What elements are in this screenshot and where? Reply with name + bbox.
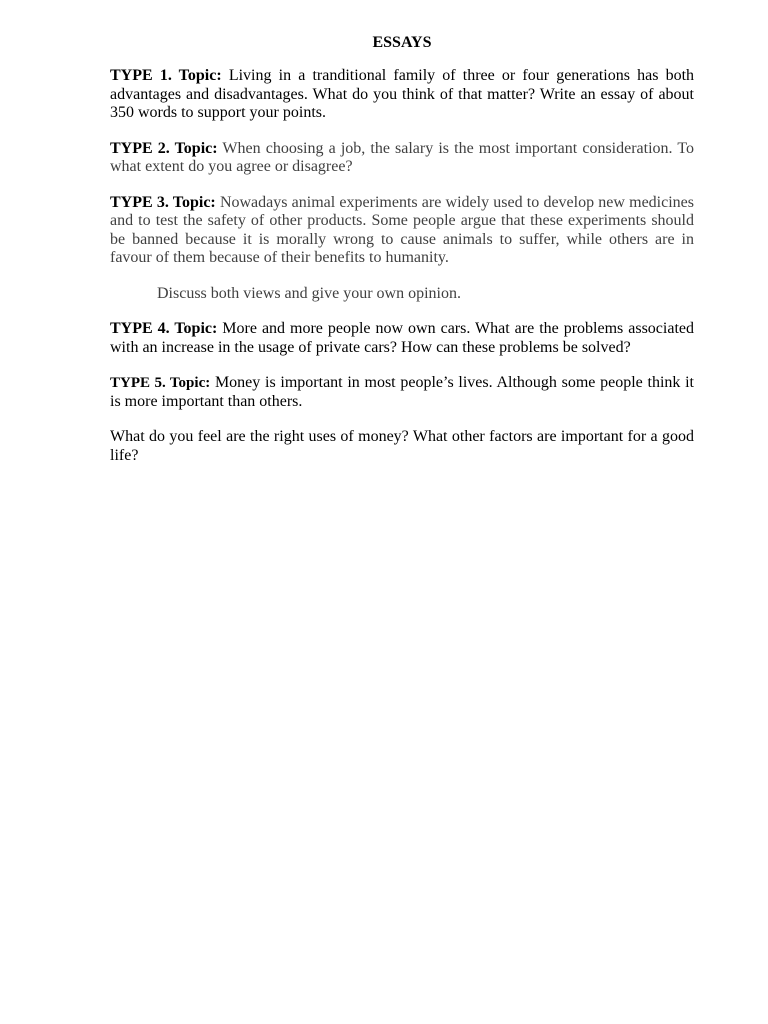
essay-type-5 bbox=[110, 374, 694, 411]
essay-type-3-label: TYPE 3. Topic: bbox=[110, 193, 216, 211]
essay-type-4-text: More and more people now own cars. What are the problems associated with an increase in the usage of private cars? How can these problems be solved? bbox=[110, 320, 694, 356]
essay-type-3-instruction: Discuss both views and give your own opinion. bbox=[157, 284, 461, 302]
document-title: ESSAYS bbox=[372, 34, 432, 51]
essay-type-3 bbox=[110, 194, 694, 268]
essay-type-1-label: TYPE 1. Topic: bbox=[110, 67, 222, 84]
essay-type-4 bbox=[110, 320, 694, 357]
essay-type-5-label: TYPE 5. Topic: bbox=[110, 375, 211, 391]
document-page bbox=[110, 33, 694, 482]
essay-type-5-text: Money is important in most people’s lives. Although some people think it is more important than others. bbox=[110, 374, 695, 410]
essay-type-2 bbox=[110, 140, 694, 177]
essay-type-1-text: Living in a tranditional family of three or four generations has both advantages and disadvantages. What do you think of that matter? Write an essay of about 350 words to support your points. bbox=[110, 67, 695, 121]
essay-type-1 bbox=[110, 67, 694, 123]
essay-type-3-text: Nowadays animal experiments are widely used to develop new medicines and to test the safety of other products. Some people argue that these experiments should be banned because it is morally wrong to cause animals to suffer, while others are in favour of them because of their benefits to humanity. bbox=[110, 193, 694, 266]
essay-type-2-text: When choosing a job, the salary is the most important consideration. To what extent do you agree or disagree? bbox=[110, 139, 695, 175]
essay-type-2-label: TYPE 2. Topic: bbox=[110, 139, 218, 157]
essay-type-4-label: TYPE 4. Topic: bbox=[110, 320, 218, 337]
essay-type-5-question: What do you feel are the right uses of money? What other factors are important for a good life? bbox=[110, 428, 694, 464]
